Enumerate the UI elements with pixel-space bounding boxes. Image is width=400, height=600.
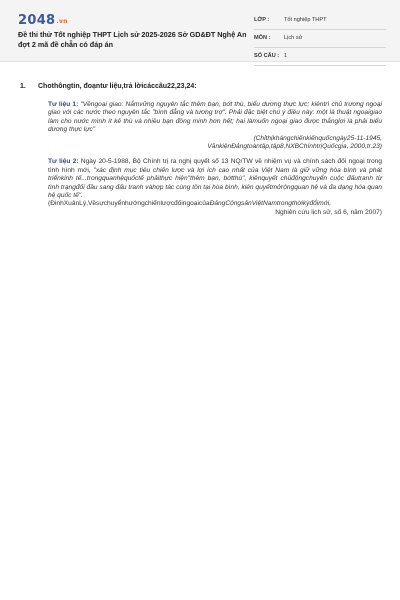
question-content [20,82,382,217]
meta-row-class [254,14,386,30]
meta-label: LỚP : [254,17,270,23]
exam-meta [254,14,386,68]
question-heading [20,82,382,92]
site-logo[interactable] [18,13,68,28]
source-line-2: Nghiên cứu lịch sử, số 6, năm 2007) [275,208,382,216]
source-line-1-italic: ĐảngCộngsảnViệtNamtrongthờikỳđổimới, [209,200,332,208]
source-italic: (Chỉthịkhángchiếnkiếnquốcngày25-11-1945, [253,134,382,142]
source-plain: VănkiệnĐảngtoàntập,tập8,NXBChínhtrịQuốcgia, 2000,tr.23) [207,143,382,151]
question-text: Chothôngtin, đoạntư liệu,trả lờicáccâu22,23,24: [38,83,197,90]
passage-1 [48,101,382,135]
exam-title: Đề thi thử Tốt nghiệp THPT Lịch sử 2025-2026 Sở GD&ĐT Nghệ An đợt 2 mã đề chẵn có đáp án [18,30,247,49]
logo-sub: .vn [56,18,68,25]
meta-value: Tốt nghiệp THPT [284,17,327,23]
passage-lead: Ngày 20-5-1988, Bộ Chính trị ra nghị quyết số 13 NQ/TW về nhiệm vụ và chính sách đối ngoại trong tình hình mới, [48,158,382,174]
meta-row-subject [254,32,386,48]
logo-main: 2048 [18,13,56,28]
passage-source [48,135,382,152]
page-header [0,0,400,62]
passage-2 [48,158,382,200]
passage-quote: "xác định mục tiêu chiến lược và lợi ích cao nhất của Việt Nam là giữ vững hòa bình và phát triểnkinh tế...trongquanhệquốctế phảithực hiện"thêm bạn, bớtthù", kiênquyết chủđộngchuyển cuộc đấutranh từ tình trạngđối đầu sang đấu tranh vàhợp tác cùng tồn tại hòa bình, kiên quyếtmởrộngquan hệ và đa dạng hóa quan hệ quốc tế". [48,166,382,200]
passage-quote: "Vềngoại giao: Nắmvững nguyên tắc thêm bạn, bớt thù, biểu dương thực lực; kiêntrì chủ trương ngoại giao với các nước theo nguyên tắc "bình đẳng và tương trợ". Phải đặc biệt chú ý điều này: một là thuật ngoạigiao làm cho nước mình ít kẻ thù và nhiều bạn đồng minh hơn hết; hai làmuốn ngoại giao được thắnglợi là phải biểu dương thực lực" [48,101,382,134]
meta-row-count [254,50,386,66]
passage-source [48,200,382,217]
passage-label: Tư liệu 2: [48,158,79,166]
meta-value: 1 [284,53,288,59]
question-number: 1. [20,83,26,90]
meta-label: SỐ CÂU : [254,53,280,59]
meta-value: Lịch sử [284,35,303,41]
meta-label: MÔN : [254,35,271,41]
passage-label: Tư liệu 1: [48,101,79,108]
source-line-1: (ĐinhXuânLý,Vềsựchuyểnhướngchiếnlượcđốingoạicủa [48,200,210,208]
